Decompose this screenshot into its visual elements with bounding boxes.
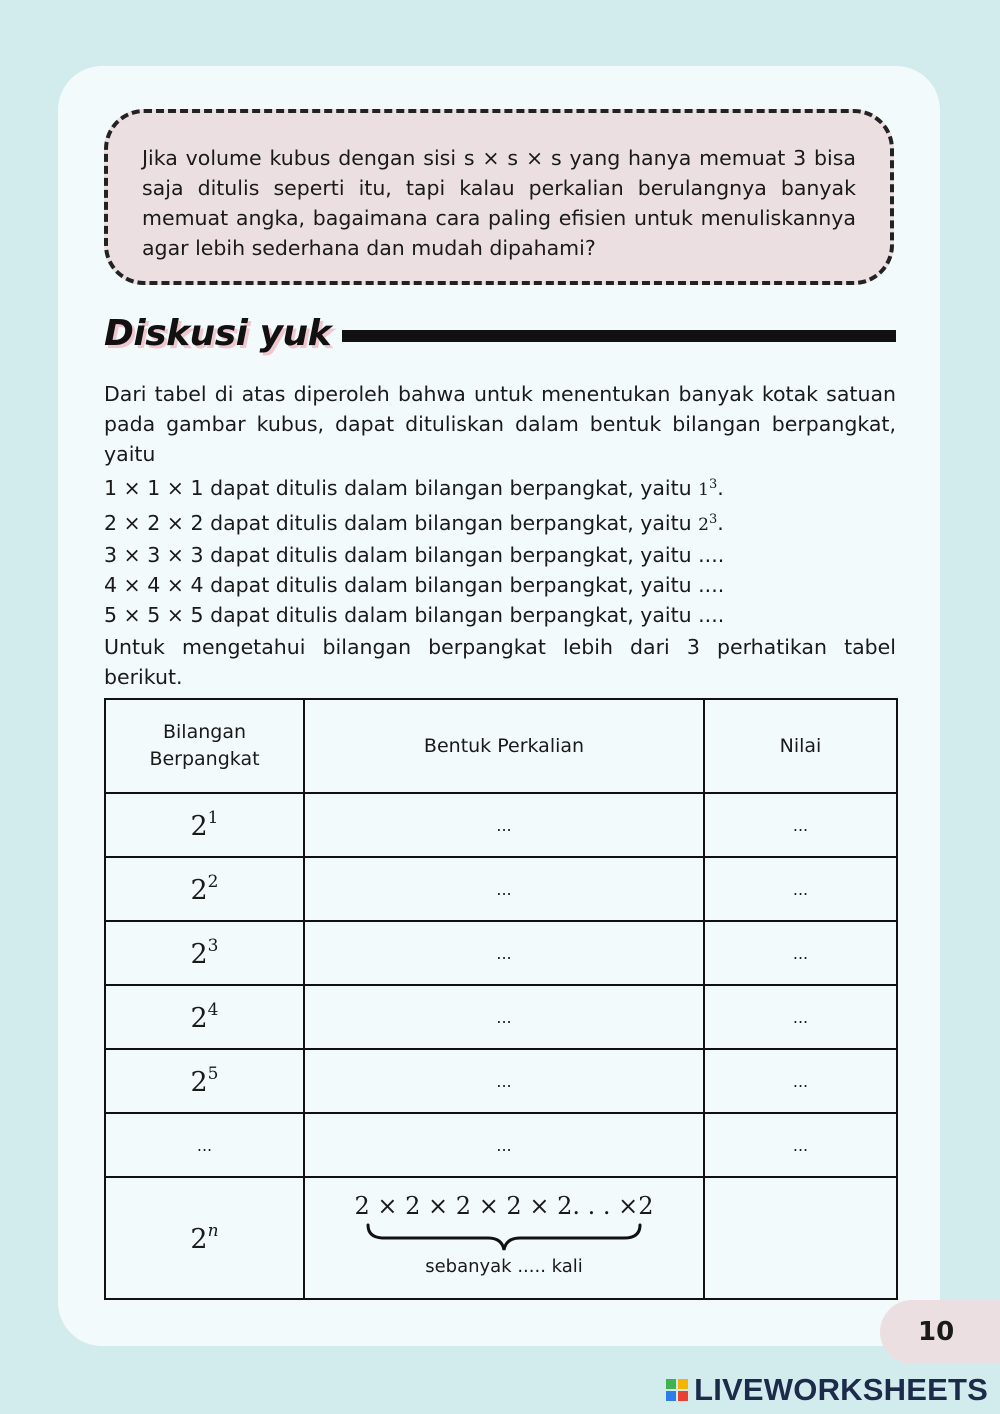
form-cell[interactable]: ... [304, 793, 704, 857]
power-line: 5 × 5 × 5 dapat ditulis dalam bilangan berpangkat, yaitu .... [104, 603, 725, 627]
repeated-multiplication: 2 × 2 × 2 × 2 × 2. . . ×2 [354, 1191, 654, 1220]
brand-footer [666, 1370, 988, 1410]
table-row-general [105, 1177, 897, 1299]
power-line: 2 × 2 × 2 dapat ditulis dalam bilangan berpangkat, yaitu $2^3$. [104, 511, 724, 535]
underbrace-icon [364, 1222, 644, 1252]
table-row [105, 793, 897, 857]
form-cell[interactable]: ... [304, 1049, 704, 1113]
intro-paragraph: Dari tabel di atas diperoleh bahwa untuk menentukan banyak kotak satuan pada gambar kubus, dapat dituliskan dalam bentuk bilangan berpangkat, yaitu [104, 382, 896, 466]
value-cell[interactable]: ... [704, 985, 897, 1049]
value-cell[interactable]: ... [704, 921, 897, 985]
power-cell: $2^3$ [105, 921, 304, 985]
power-cell: $2^5$ [105, 1049, 304, 1113]
question-callout [104, 109, 894, 285]
value-cell[interactable] [704, 1177, 897, 1299]
form-cell[interactable]: ... [304, 857, 704, 921]
power-line: 3 × 3 × 3 dapat ditulis dalam bilangan berpangkat, yaitu .... [104, 543, 725, 567]
count-caption[interactable]: sebanyak ..... kali [425, 1255, 583, 1277]
value-cell[interactable]: ... [704, 793, 897, 857]
header-value: Nilai [704, 699, 897, 793]
callout-text: Jika volume kubus dengan sisi s × s × s yang hanya memuat 3 bisa saja ditulis seperti itu, tapi kalau perkalian berulangnya banyak memuat angka, bagaimana cara paling efisien untuk menuliskannya agar lebih sederhana dan mudah dipahami? [142, 146, 856, 260]
form-cell[interactable]: ... [304, 985, 704, 1049]
power-line: 1 × 1 × 1 dapat ditulis dalam bilangan berpangkat, yaitu $1^3$. [104, 476, 724, 500]
heading-rule [342, 330, 896, 342]
brand-name: LIVEWORKSHEETS [694, 1372, 988, 1407]
powers-table [104, 698, 898, 1300]
form-cell[interactable]: ... [304, 921, 704, 985]
power-cell: $2^2$ [105, 857, 304, 921]
liveworksheets-logo-icon [666, 1379, 688, 1401]
value-cell[interactable]: ... [704, 1049, 897, 1113]
table-intro: Untuk mengetahui bilangan berpangkat lebih dari 3 perhatikan tabel berikut. [104, 635, 896, 689]
header-form: Bentuk Perkalian [304, 699, 704, 793]
value-cell[interactable]: ... [704, 1113, 897, 1177]
form-cell [304, 1177, 704, 1299]
table-row [105, 1113, 897, 1177]
table-row [105, 921, 897, 985]
power-cell: 2$^n$ [105, 1177, 304, 1299]
table-row [105, 985, 897, 1049]
power-cell: $2^1$ [105, 793, 304, 857]
table-row [105, 857, 897, 921]
power-lines [104, 470, 896, 630]
table-row [105, 1049, 897, 1113]
power-line: 4 × 4 × 4 dapat ditulis dalam bilangan berpangkat, yaitu .... [104, 573, 725, 597]
value-cell[interactable]: ... [704, 857, 897, 921]
section-heading [104, 308, 896, 362]
form-cell[interactable]: ... [304, 1113, 704, 1177]
section-title: Diskusi yuk [104, 313, 332, 354]
power-cell: $2^4$ [105, 985, 304, 1049]
header-power: Bilangan Berpangkat [105, 699, 304, 793]
page-number: 10 [880, 1300, 1000, 1364]
power-cell[interactable]: ... [105, 1113, 304, 1177]
